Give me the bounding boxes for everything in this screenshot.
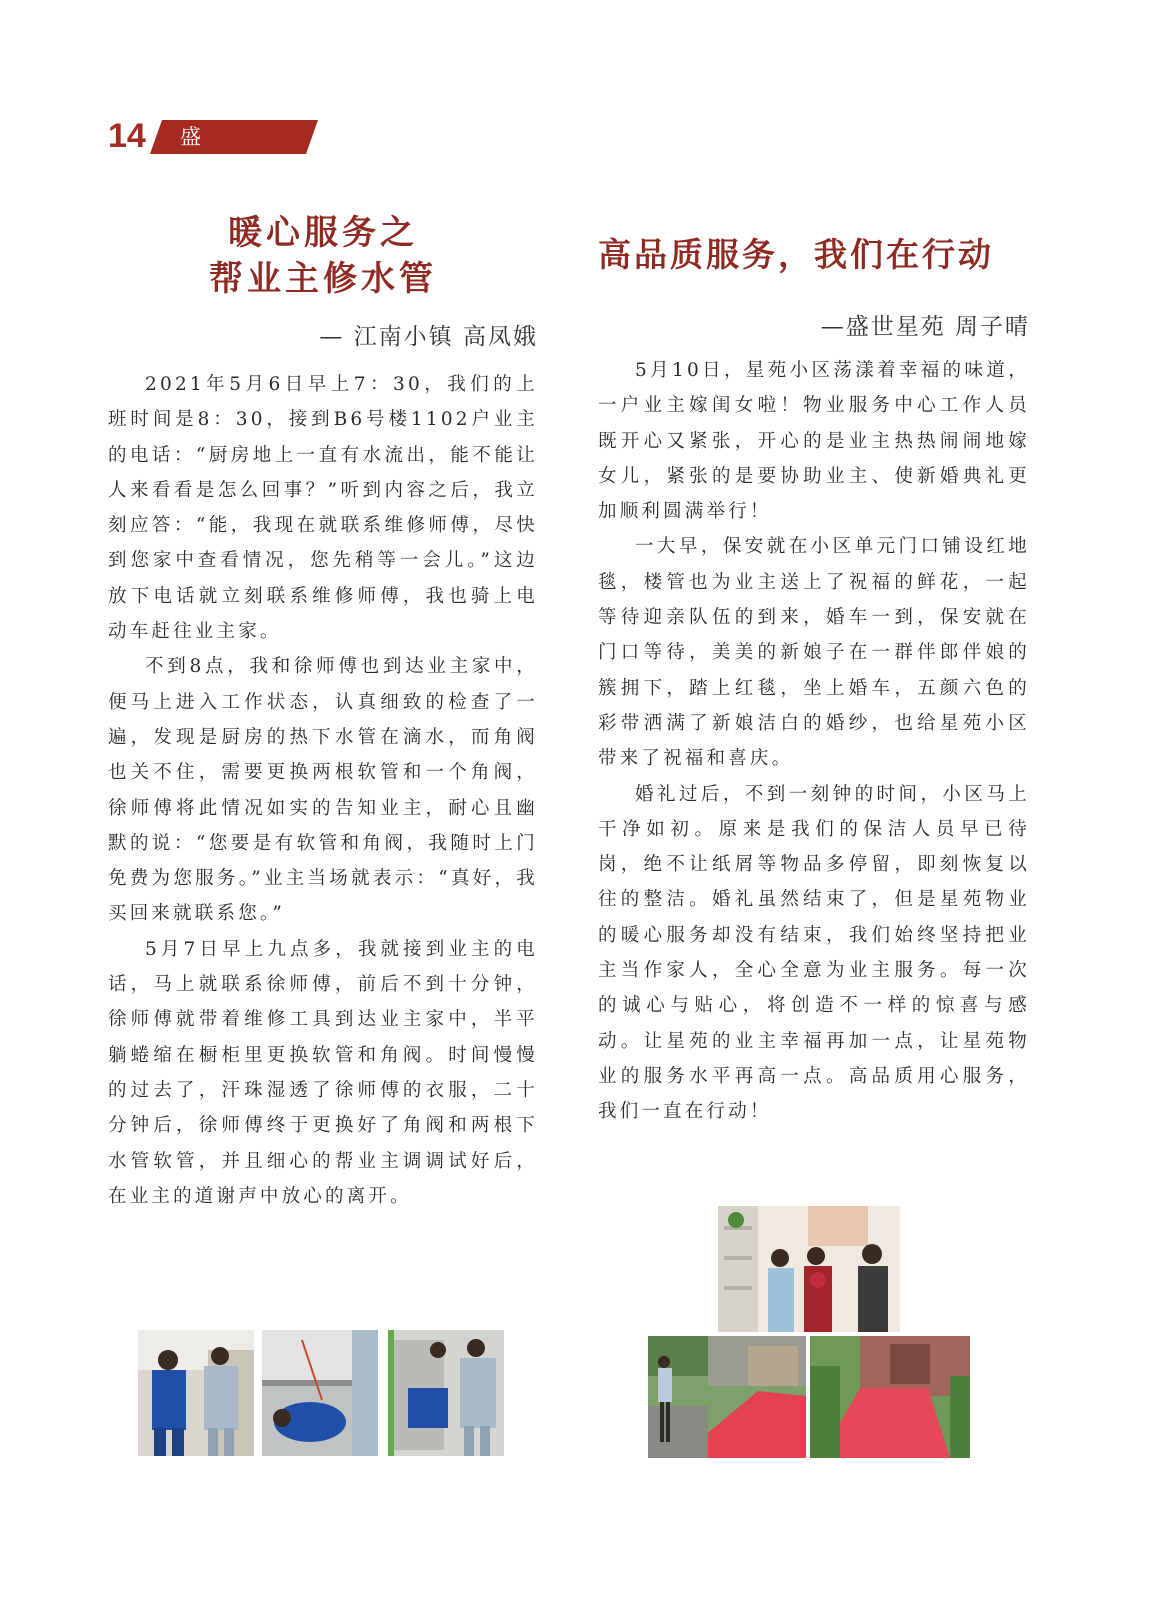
right-article: [598, 232, 1030, 1130]
right-paragraph-1: 5月10日，星苑小区荡漾着幸福的味道，一户业主嫁闺女啦！物业服务中心工作人员既开心又紧张，开心的是业主热热闹闹地嫁女儿，紧张的是要协助业主、使新婚典礼更加顺利圆满举行！: [598, 360, 1030, 523]
left-title-line2: 帮业主修水管: [209, 259, 437, 299]
right-article-byline: —盛世星苑 周子晴: [820, 314, 1030, 340]
section-title: 盛世物业: [180, 125, 204, 251]
repair-photo-2: [262, 1330, 378, 1456]
left-article-byline: — 江南小镇 高凤娥: [319, 324, 538, 350]
left-article: [108, 210, 538, 1214]
repair-photo-3: [388, 1330, 504, 1456]
left-title-line1: 暖心服务之: [228, 213, 418, 253]
left-paragraph-1: 2021年5月6日早上7：30，我们的上班时间是8：30，接到B6号楼1102户业主的电话：“厨房地上一直有水流出，能不能让人来看看是怎么回事？”听到内容之后，我立刻应答：“能，我现在就联系维修师傅，尽快到您家中查看情况，您先稍等一会儿。”这边放下电话就立刻联系维修师傅，我也骑上电动车赶往业主家。: [108, 374, 538, 643]
wedding-photo-flowers: [718, 1206, 900, 1332]
left-article-title: [108, 210, 538, 302]
left-paragraph-2: 不到8点，我和徐师傅也到达业主家中，便马上进入工作状态，认真细致的检查了一遍，发现是厨房的热下水管在滴水，而角阀也关不住，需要更换两根软管和一个角阀，徐师傅将此情况如实的告知业主，耐心且幽默的说：“您要是有软管和角阀，我随时上门免费为您服务。”业主当场就表示：“真好，我买回来就联系您。”: [108, 656, 538, 925]
repair-photo-1: [138, 1330, 254, 1456]
left-paragraph-3: 5月7日早上九点多，我就接到业主的电话，马上就联系徐师傅，前后不到十分钟，徐师傅就带着维修工具到达业主家中，半平躺蜷缩在橱柜里更换软管和角阀。时间慢慢的过去了，汗珠湿透了徐师傅的衣服，二十分钟后，徐师傅终于更换好了角阀和两根下水管软管，并且细心的帮业主调调试好后，在业主的道谢声中放心的离开。: [108, 938, 538, 1207]
right-paragraph-2: 一大早，保安就在小区单元门口铺设红地毯，楼管也为业主送上了祝福的鲜花，一起等待迎亲队伍的到来，婚车一到，保安就在门口等待，美美的新娘子在一群伴郎伴娘的簇拥下，踏上红毯，坐上婚车，五颜六色的彩带洒满了新娘洁白的婚纱，也给星苑小区带来了祝福和喜庆。: [598, 536, 1030, 770]
wedding-photo-red-carpet-2: [810, 1336, 970, 1458]
right-article-title: 高品质服务，我们在行动: [598, 235, 994, 274]
wedding-photo-red-carpet-1: [648, 1336, 806, 1458]
right-paragraph-3: 婚礼过后，不到一刻钟的时间，小区马上干净如初。原来是我们的保洁人员早已待岗，绝不让纸屑等物品多停留，即刻恢复以往的整洁。婚礼虽然结束了，但是星苑物业的暖心服务却没有结束，我们始终坚持把业主当作家人，全心全意为业主服务。每一次的诚心与贴心，将创造不一样的惊喜与感动。让星苑的业主幸福再加一点，让星苑物业的服务水平再高一点。高品质用心服务，我们一直在行动！: [598, 783, 1030, 1123]
page-number: 14: [108, 117, 146, 155]
